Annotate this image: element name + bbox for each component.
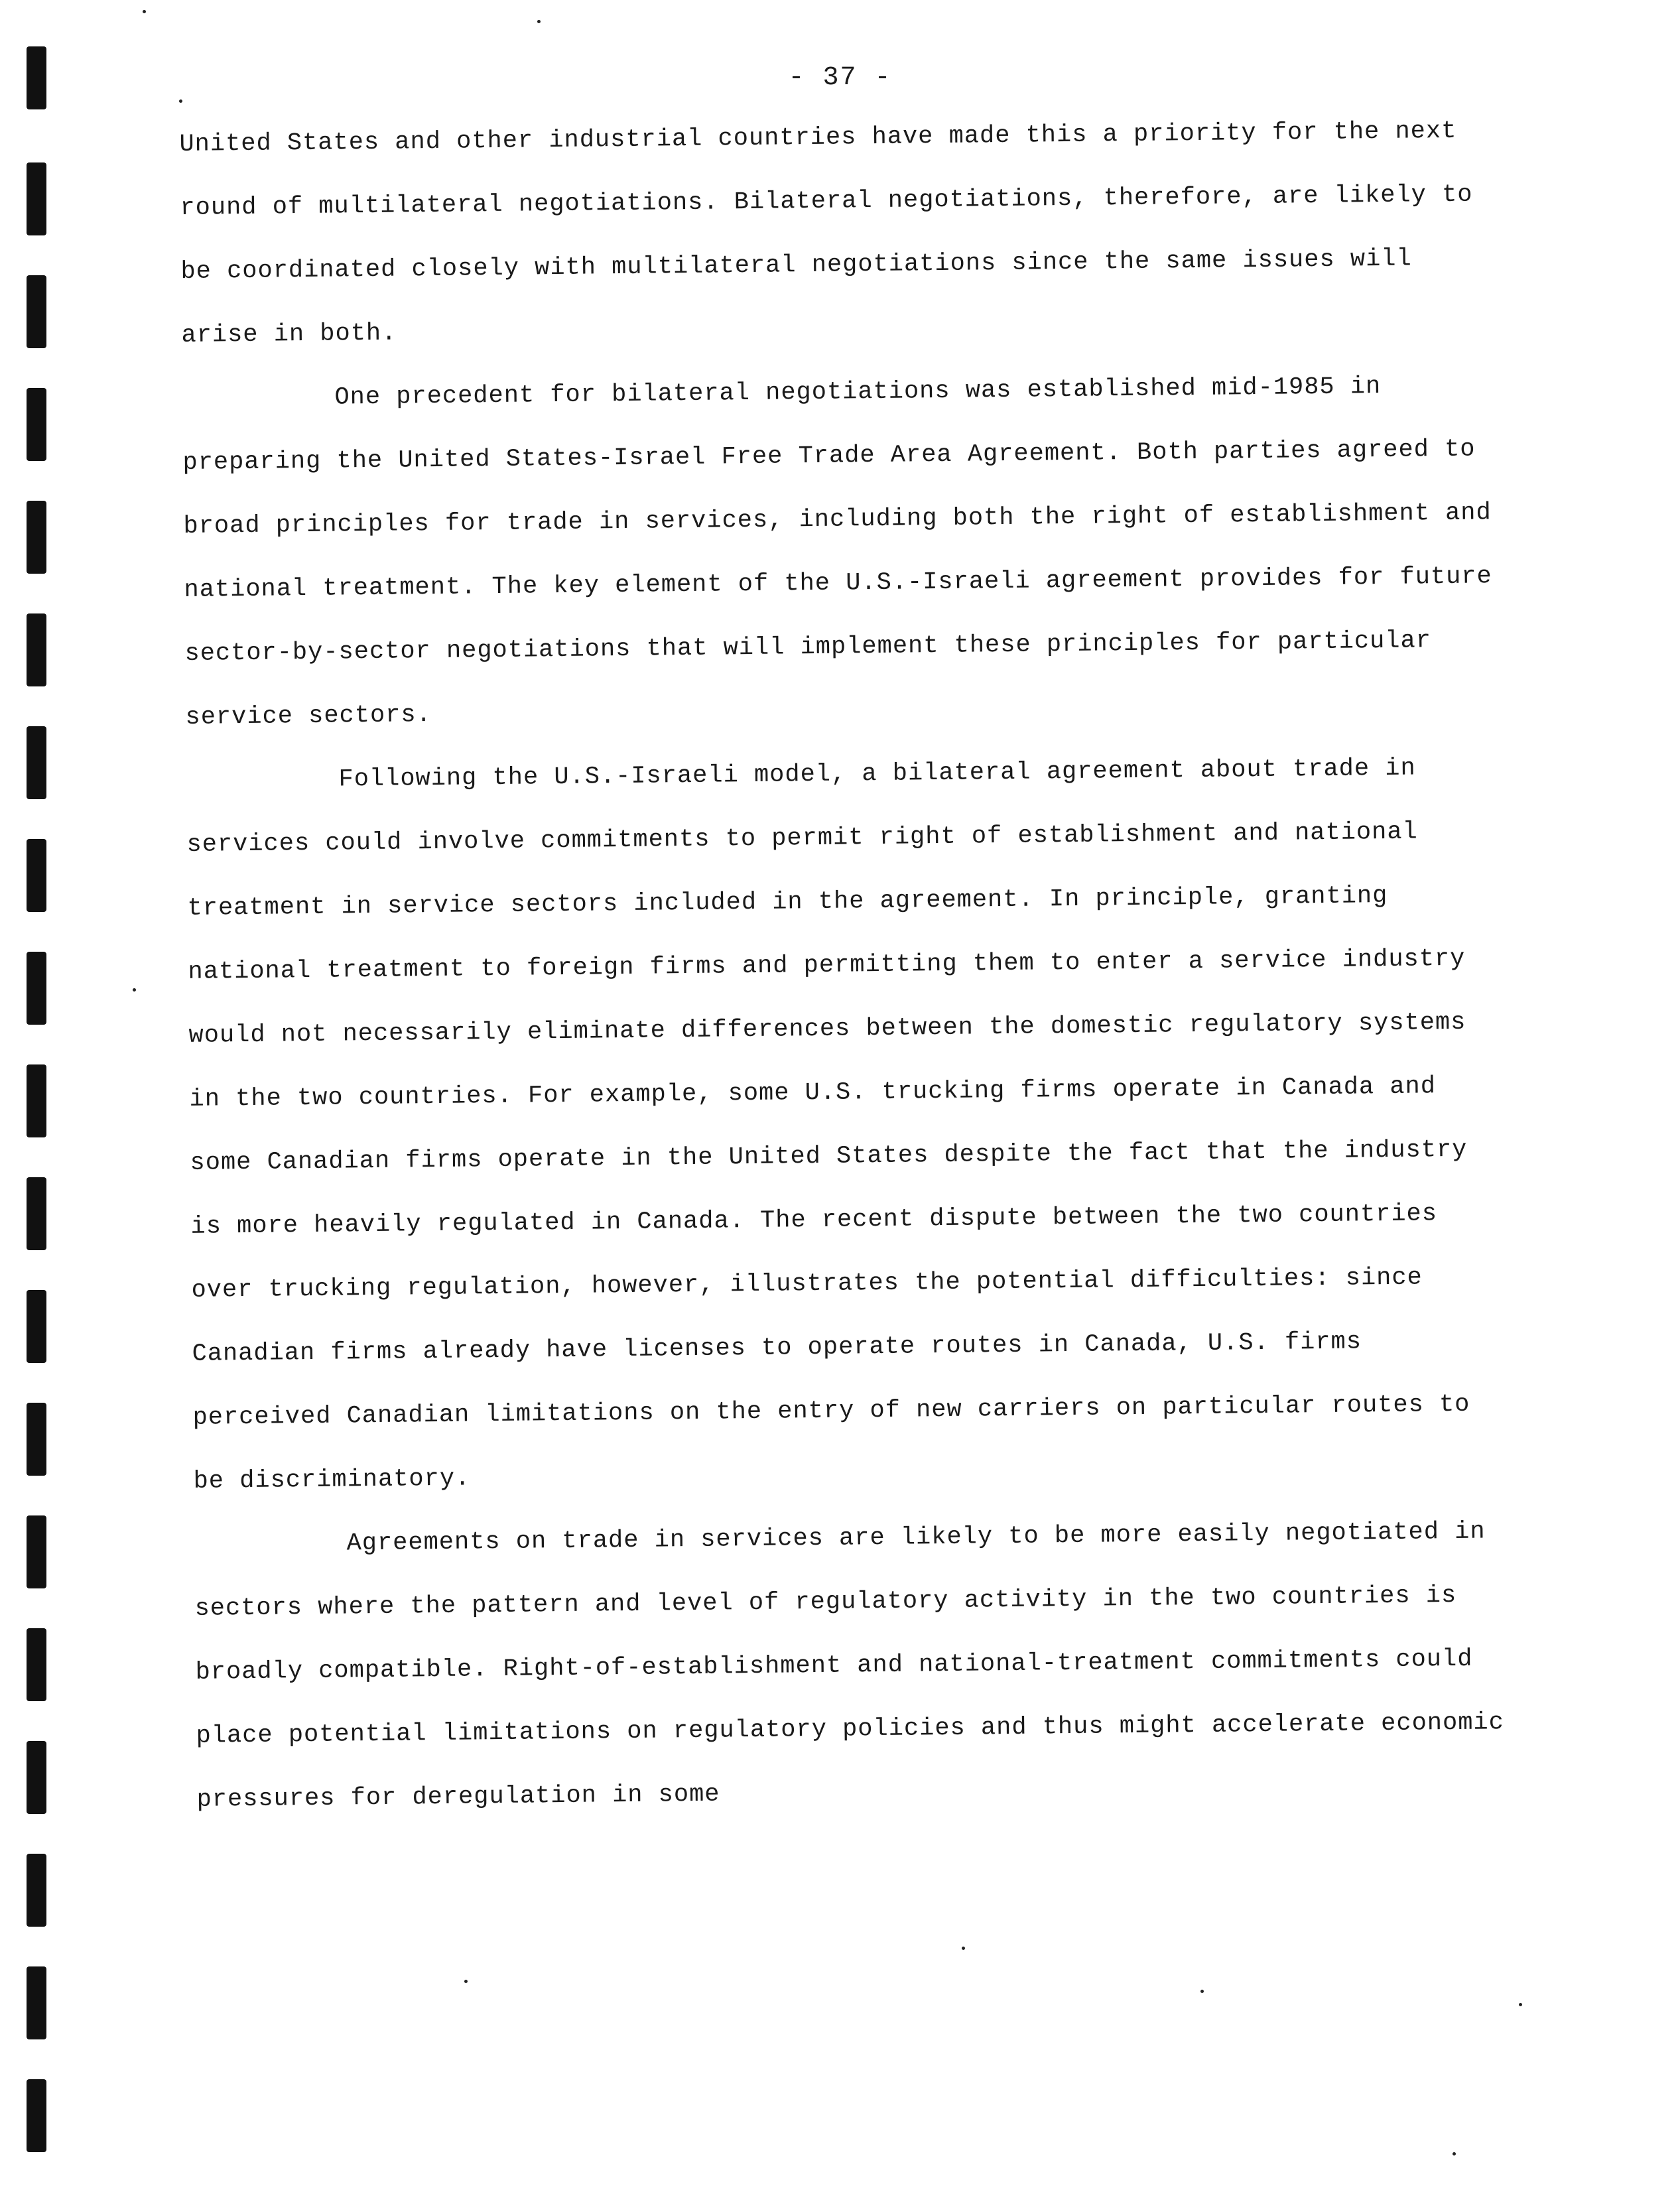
binding-mark: [27, 1403, 46, 1476]
binding-mark: [27, 839, 46, 912]
binding-mark: [27, 1741, 46, 1814]
scan-speck: [1453, 2152, 1456, 2155]
scan-speck: [133, 988, 136, 992]
binding-mark: [27, 1628, 46, 1701]
paragraph-2: One precedent for bilateral negotiations was established mid-1985 in preparing the United States-Israel Free Trade Area Agreement. Both parties agreed to broad principles for trade in services, including both the right of establishment and national treatment. The key element of the U.S.-Israeli agreement provides for future sector-by-sector negotiations that will implement these principles for particular service sectors.: [182, 373, 1492, 732]
scan-speck: [1519, 2003, 1522, 2006]
binding-mark: [27, 388, 46, 461]
binding-mark: [27, 501, 46, 574]
paragraph-3: Following the U.S.-Israeli model, a bilateral agreement about trade in services could involve commitments to permit right of establishment and national treatment in service sectors included in the agreement. In principle, granting national treatment to foreign firms and permitting them to enter a service industry would not necessarily eliminate differences between the domestic regulatory systems in the two countries. For example, some U.S. trucking firms operate in Canada and some Canadian firms operate in the United States despite the fact that the industry is more heavily regulated in Canada. The recent dispute between the two countries over trucking regulation, however, illustrates the potential difficulties: since Canadian firms already have licenses to operate routes in Canada, U.S. firms perceived Canadian limitations on the entry of new carriers on particular routes to be discriminatory.: [186, 754, 1470, 1496]
binding-mark: [27, 613, 46, 686]
scan-speck: [179, 99, 182, 103]
body-text: [179, 99, 1510, 1832]
binding-mark: [27, 1290, 46, 1363]
binding-mark: [27, 1854, 46, 1927]
paragraph-4: Agreements on trade in services are likely to be more easily negotiated in sectors where the pattern and level of regulatory activity in the two countries is broadly compatible. Right-of-establishment and national-treatment commitments could place potential limitations on regulatory policies and thus might accelerate economic pressures for deregulation in some: [194, 1517, 1505, 1814]
binding-mark: [27, 1177, 46, 1250]
binding-mark: [27, 162, 46, 235]
binding-mark: [27, 275, 46, 348]
scan-speck: [464, 1980, 468, 1983]
binding-mark: [27, 1966, 46, 2039]
scan-speck: [962, 1947, 965, 1950]
binding-mark: [27, 1064, 46, 1137]
scan-speck: [143, 10, 146, 13]
binding-mark: [27, 2079, 46, 2152]
binding-mark: [27, 952, 46, 1025]
scan-speck: [1200, 1990, 1204, 1993]
binding-mark: [27, 1515, 46, 1588]
paragraph-1: United States and other industrial countries have made this a priority for the next round of multilateral negotiations. Bilateral negotiations, therefore, are likely to be coordinated closely with multilateral negotiations since the same issues will arise in both.: [179, 117, 1473, 350]
page-number: - 37 -: [788, 63, 892, 93]
binding-mark: [27, 726, 46, 799]
scan-speck: [537, 20, 541, 23]
binding-hole-marks: [20, 40, 60, 2162]
